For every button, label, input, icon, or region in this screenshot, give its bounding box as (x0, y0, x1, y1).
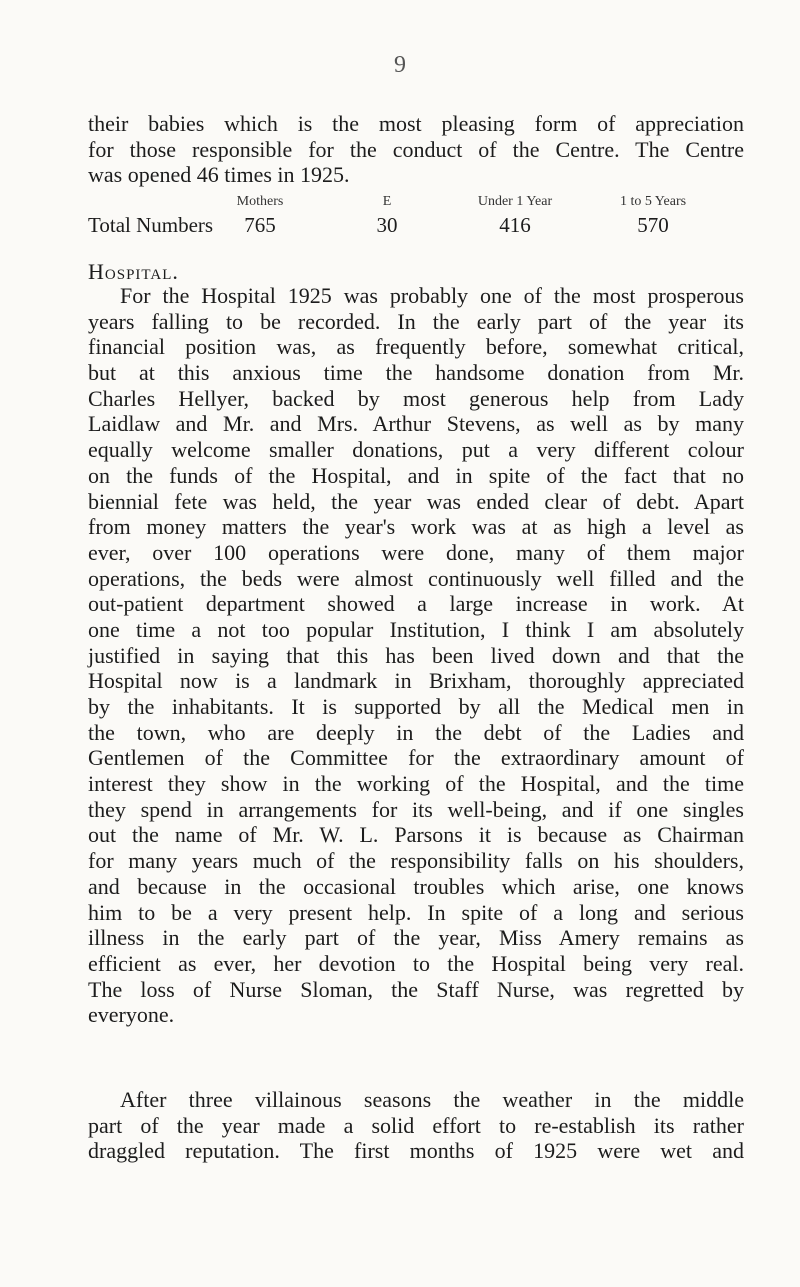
text-line: draggled reputation. The first months of 1925 were wet and (88, 1138, 744, 1164)
text-line: interest they show in the working of the Hospital, and the time (88, 771, 744, 797)
text-line: was opened 46 times in 1925. (88, 162, 350, 188)
stats-row-label: Total Numbers (88, 213, 214, 237)
stats-header-row (0, 194, 800, 214)
text-line: for those responsible for the conduct of the Centre. The Centre (88, 136, 744, 162)
text-line: The loss of Nurse Sloman, the Staff Nurse, was regretted by (88, 976, 744, 1002)
text-line: from money matters the year's work was at as high a level as (88, 514, 744, 540)
text-line: Hospital now is a landmark in Brixham, thoroughly appreciated (88, 668, 744, 694)
page-number: 9 (394, 52, 406, 78)
text-line: the town, who are deeply in the debt of the Ladies and (88, 719, 744, 745)
text-line: Laidlaw and Mr. and Mrs. Arthur Stevens, as well as by many (88, 411, 744, 437)
stats-value-mothers: 765 (244, 213, 276, 237)
text-line: for many years much of the responsibility falls on his shoulders, (88, 848, 744, 874)
text-line: part of the year made a solid effort to re-establish its rather (88, 1112, 744, 1138)
text-line: out-patient department showed a large increase in work. At (88, 591, 744, 617)
text-line: on the funds of the Hospital, and in spite of the fact that no (88, 462, 744, 488)
intro-paragraph (88, 111, 744, 188)
text-line: one time a not too popular Institution, I think I am absolutely (88, 616, 744, 642)
stats-header-1-to-5-years: 1 to 5 Years (619, 194, 687, 209)
text-line: equally welcome smaller donations, put a very different colour (88, 437, 744, 463)
text-line: biennial fete was held, the year was ended clear of debt. Apart (88, 488, 744, 514)
text-line: by the inhabitants. It is supported by all the Medical men in (88, 694, 744, 719)
text-line: him to be a very present help. In spite of a long and serious (88, 899, 744, 925)
stats-header-under-1-year: Under 1 Year (477, 194, 553, 209)
weather-paragraph (88, 1087, 744, 1164)
text-line: operations, the beds were almost continuously well filled and the (88, 565, 744, 591)
text-line: financial position was, as frequently before, somewhat critical, (88, 334, 744, 360)
text-line: everyone. (88, 1002, 175, 1028)
stats-value-1-to-5-years: 570 (637, 213, 669, 237)
stats-total-row (0, 213, 800, 241)
stats-value-e: 30 (376, 213, 398, 237)
text-line: Gentlemen of the Committee for the extraordinary amount of (88, 745, 744, 771)
text-line: efficient as ever, her devotion to the Hospital being very real. (88, 950, 744, 976)
section-heading: Hospital. (88, 259, 179, 284)
text-line: For the Hospital 1925 was probably one of the most prosperous (120, 283, 744, 308)
text-line: illness in the early part of the year, Miss Amery remains as (88, 925, 744, 951)
text-line: years falling to be recorded. In the early part of the year its (88, 308, 744, 334)
text-line: their babies which is the most pleasing form of appreciation (88, 111, 744, 136)
stats-header-mothers: Mothers (236, 194, 284, 209)
text-line: ever, over 100 operations were done, many of them major (88, 539, 744, 565)
text-line: but at this anxious time the handsome donation from Mr. (88, 360, 744, 386)
stats-header-e: E (382, 194, 392, 209)
text-line: and because in the occasional troubles which arise, one knows (88, 873, 744, 899)
text-line: they spend in arrangements for its well-being, and if one singles (88, 796, 744, 822)
text-line: After three villainous seasons the weather in the middle (120, 1087, 744, 1112)
text-line: justified in saying that this has been lived down and that the (88, 642, 744, 668)
stats-value-under-1-year: 416 (499, 213, 531, 237)
text-line: Charles Hellyer, backed by most generous help from Lady (88, 385, 744, 411)
hospital-paragraph (88, 283, 744, 1028)
text-line: out the name of Mr. W. L. Parsons it is because as Chairman (88, 822, 744, 848)
